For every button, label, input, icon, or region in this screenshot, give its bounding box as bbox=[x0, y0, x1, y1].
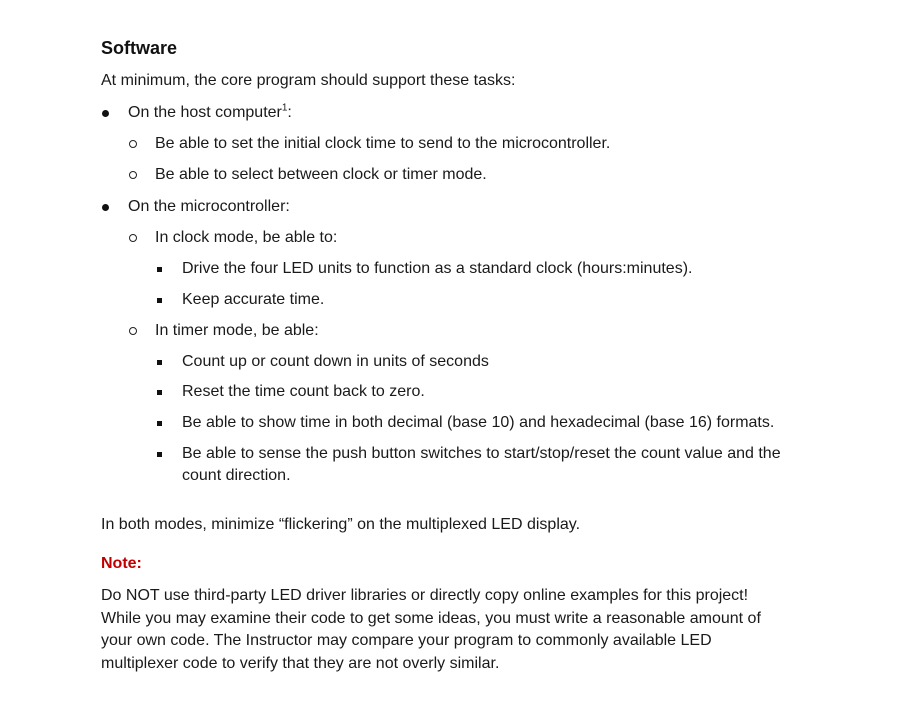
bullet-icon bbox=[102, 110, 109, 117]
host-label: On the host computer$^1$: bbox=[128, 102, 292, 121]
note-line: multiplexer code to verify that they are not overly similar. bbox=[101, 654, 500, 672]
bullet-icon bbox=[102, 204, 109, 211]
timer-item-text-line1: Be able to sense the push button switches to start/stop/reset the count value and the bbox=[182, 445, 781, 462]
note-paragraph bbox=[101, 585, 821, 675]
micro-label: On the microcontroller: bbox=[128, 198, 290, 215]
note-line: Do NOT use third-party LED driver libraries or directly copy online examples for this project! bbox=[101, 587, 749, 604]
section-heading: Software bbox=[101, 38, 178, 58]
note-line: While you may examine their code to get some ideas, you must write a reasonable amount of bbox=[101, 609, 761, 627]
square-bullet-icon bbox=[157, 390, 162, 395]
timer-mode-label: In timer mode, be able: bbox=[155, 322, 319, 339]
hollow-bullet-icon bbox=[129, 327, 137, 335]
host-item-text: Be able to select between clock or timer mode. bbox=[155, 166, 487, 183]
timer-item-text-line2: count direction. bbox=[182, 467, 291, 484]
clock-item-text: Keep accurate time. bbox=[182, 291, 325, 308]
square-bullet-icon bbox=[157, 452, 162, 457]
footnote-ref: 1 bbox=[281, 102, 288, 114]
closing-paragraph: In both modes, minimize “flickering” on the multiplexed LED display. bbox=[101, 516, 581, 533]
square-bullet-icon bbox=[157, 360, 162, 365]
timer-item-text: Count up or count down in units of seconds bbox=[182, 353, 489, 370]
square-bullet-icon bbox=[157, 267, 162, 272]
note-label: Note: bbox=[101, 555, 142, 572]
hollow-bullet-icon bbox=[129, 171, 137, 179]
intro-paragraph: At minimum, the core program should support these tasks: bbox=[101, 72, 516, 89]
square-bullet-icon bbox=[157, 298, 162, 303]
timer-item-text: Be able to show time in both decimal (base 10) and hexadecimal (base 16) formats. bbox=[182, 414, 775, 431]
clock-item-text: Drive the four LED units to function as a standard clock (hours:minutes). bbox=[182, 260, 693, 277]
clock-mode-label: In clock mode, be able to: bbox=[155, 229, 338, 246]
note-line: your own code. The Instructor may compare your program to commonly available LED bbox=[101, 632, 712, 649]
timer-item-text: Reset the time count back to zero. bbox=[182, 383, 425, 400]
host-item-text: Be able to set the initial clock time to send to the microcontroller. bbox=[155, 135, 611, 152]
square-bullet-icon bbox=[157, 421, 162, 426]
hollow-bullet-icon bbox=[129, 140, 137, 148]
hollow-bullet-icon bbox=[129, 234, 137, 242]
